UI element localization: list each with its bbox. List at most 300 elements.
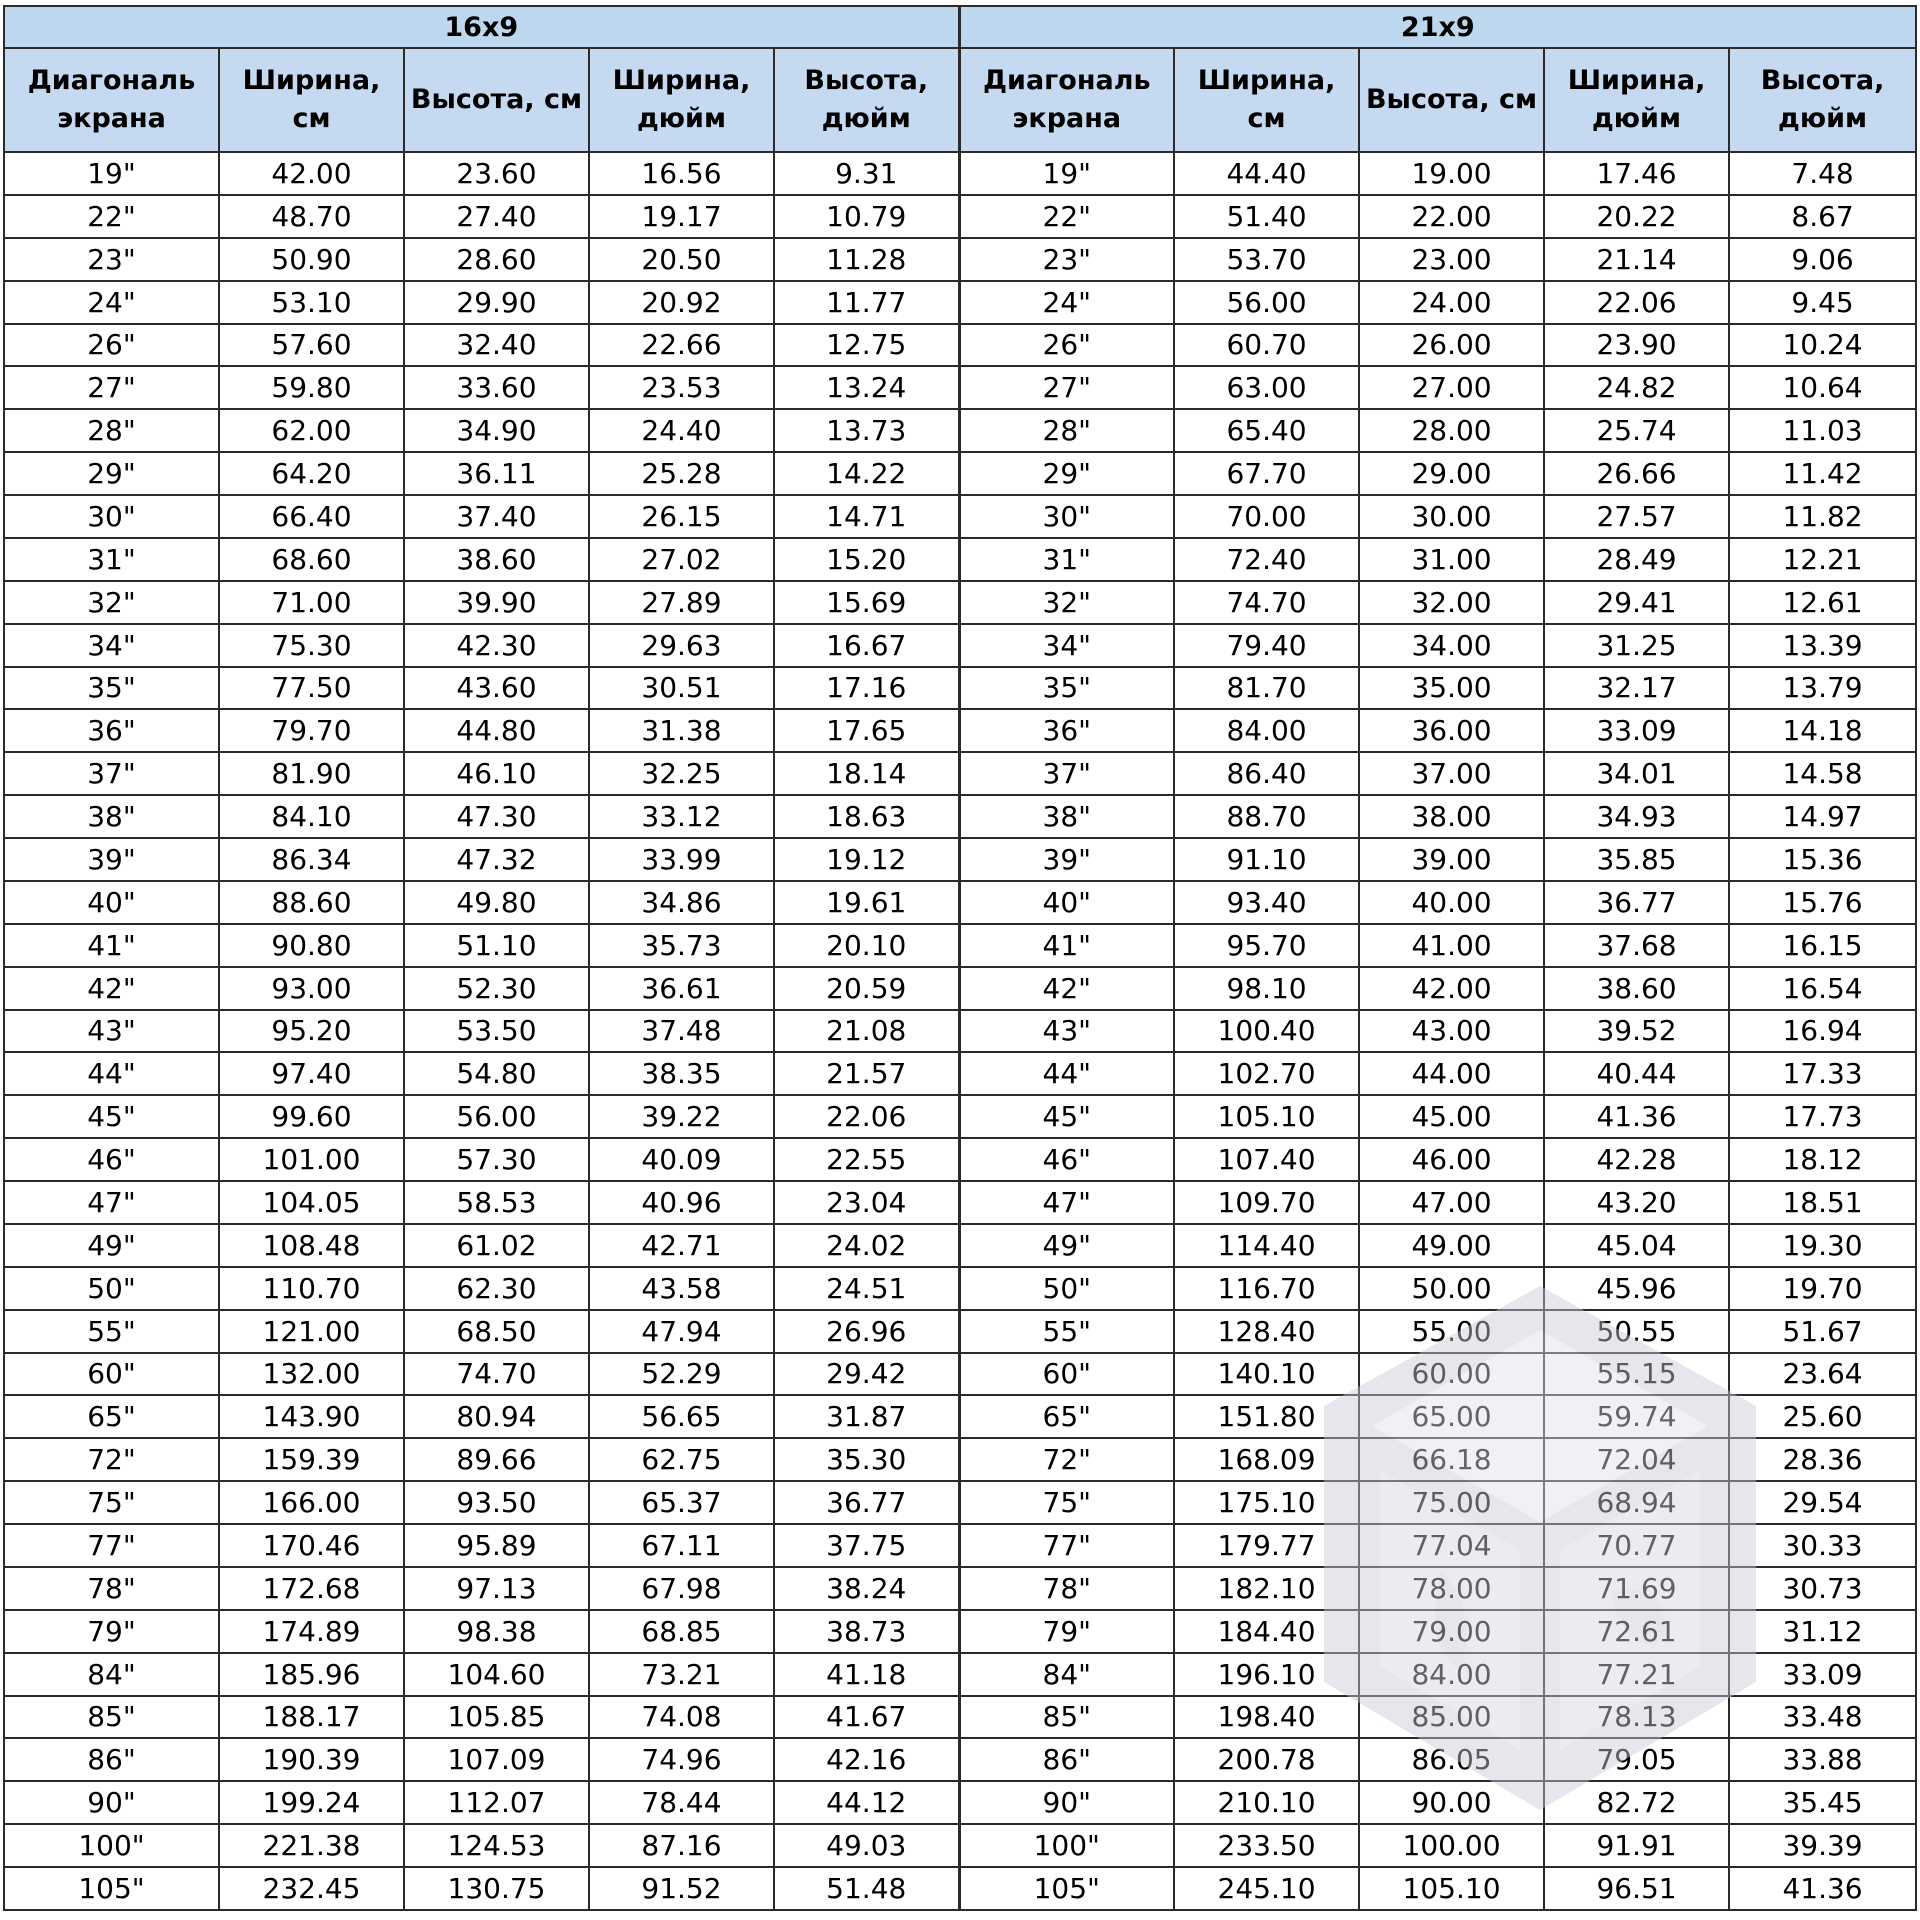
cell-21x9-height-inch: 16.15 <box>1729 924 1916 967</box>
cell-16x9-height-inch: 21.08 <box>774 1010 959 1053</box>
table-row <box>4 195 1916 238</box>
cell-21x9-width-inch: 29.41 <box>1544 581 1729 624</box>
cell-16x9-height-cm: 124.53 <box>404 1824 589 1867</box>
cell-16x9-diagonal: 42" <box>4 967 219 1010</box>
cell-16x9-diagonal: 40" <box>4 881 219 924</box>
cell-21x9-height-cm: 50.00 <box>1359 1267 1544 1310</box>
cell-16x9-height-cm: 97.13 <box>404 1567 589 1610</box>
cell-21x9-width-cm: 128.40 <box>1174 1310 1359 1353</box>
cell-16x9-height-cm: 37.40 <box>404 495 589 538</box>
cell-21x9-diagonal: 31" <box>959 538 1174 581</box>
cell-21x9-height-cm: 60.00 <box>1359 1353 1544 1396</box>
cell-16x9-width-cm: 81.90 <box>219 752 404 795</box>
cell-16x9-height-cm: 43.60 <box>404 667 589 710</box>
cell-21x9-height-cm: 40.00 <box>1359 881 1544 924</box>
cell-16x9-height-inch: 9.31 <box>774 152 959 195</box>
cell-16x9-height-cm: 98.38 <box>404 1610 589 1653</box>
cell-21x9-width-cm: 79.40 <box>1174 624 1359 667</box>
cell-21x9-width-inch: 39.52 <box>1544 1010 1729 1053</box>
cell-21x9-height-cm: 105.10 <box>1359 1867 1544 1910</box>
cell-16x9-diagonal: 100" <box>4 1824 219 1867</box>
cell-16x9-diagonal: 60" <box>4 1353 219 1396</box>
cell-16x9-diagonal: 45" <box>4 1095 219 1138</box>
table-row <box>4 881 1916 924</box>
cell-16x9-height-inch: 18.63 <box>774 795 959 838</box>
cell-21x9-diagonal: 75" <box>959 1481 1174 1524</box>
cell-16x9-width-cm: 75.30 <box>219 624 404 667</box>
table-row <box>4 1867 1916 1910</box>
cell-21x9-diagonal: 105" <box>959 1867 1174 1910</box>
cell-21x9-height-cm: 38.00 <box>1359 795 1544 838</box>
cell-21x9-height-cm: 66.18 <box>1359 1438 1544 1481</box>
table-row <box>4 452 1916 495</box>
cell-21x9-diagonal: 77" <box>959 1524 1174 1567</box>
cell-21x9-width-inch: 28.49 <box>1544 538 1729 581</box>
cell-21x9-diagonal: 34" <box>959 624 1174 667</box>
col-header-diagonal: Диагональ экрана <box>959 48 1174 152</box>
cell-21x9-width-inch: 72.04 <box>1544 1438 1729 1481</box>
cell-16x9-height-cm: 57.30 <box>404 1138 589 1181</box>
table-body <box>4 152 1916 1910</box>
cell-16x9-height-cm: 46.10 <box>404 752 589 795</box>
cell-21x9-diagonal: 44" <box>959 1052 1174 1095</box>
cell-16x9-diagonal: 19" <box>4 152 219 195</box>
cell-21x9-height-cm: 23.00 <box>1359 238 1544 281</box>
group-header-16x9: 16x9 <box>4 6 959 48</box>
cell-21x9-height-inch: 7.48 <box>1729 152 1916 195</box>
cell-16x9-diagonal: 26" <box>4 324 219 367</box>
cell-16x9-width-cm: 79.70 <box>219 709 404 752</box>
cell-16x9-height-inch: 21.57 <box>774 1052 959 1095</box>
cell-21x9-height-cm: 24.00 <box>1359 281 1544 324</box>
cell-21x9-diagonal: 22" <box>959 195 1174 238</box>
table-row <box>4 795 1916 838</box>
cell-16x9-diagonal: 72" <box>4 1438 219 1481</box>
cell-16x9-height-inch: 20.59 <box>774 967 959 1010</box>
cell-21x9-width-inch: 82.72 <box>1544 1781 1729 1824</box>
cell-21x9-height-cm: 35.00 <box>1359 667 1544 710</box>
cell-21x9-height-inch: 9.06 <box>1729 238 1916 281</box>
cell-21x9-height-inch: 35.45 <box>1729 1781 1916 1824</box>
cell-16x9-height-inch: 49.03 <box>774 1824 959 1867</box>
cell-21x9-height-cm: 36.00 <box>1359 709 1544 752</box>
cell-16x9-height-cm: 47.32 <box>404 838 589 881</box>
cell-16x9-height-cm: 27.40 <box>404 195 589 238</box>
cell-21x9-height-inch: 17.73 <box>1729 1095 1916 1138</box>
cell-16x9-width-cm: 143.90 <box>219 1395 404 1438</box>
cell-16x9-width-inch: 40.96 <box>589 1181 774 1224</box>
cell-21x9-width-cm: 93.40 <box>1174 881 1359 924</box>
cell-16x9-width-inch: 24.40 <box>589 409 774 452</box>
column-header-row <box>4 48 1916 152</box>
cell-16x9-width-inch: 67.98 <box>589 1567 774 1610</box>
cell-21x9-diagonal: 45" <box>959 1095 1174 1138</box>
cell-21x9-width-inch: 77.21 <box>1544 1653 1729 1696</box>
cell-21x9-width-cm: 70.00 <box>1174 495 1359 538</box>
cell-16x9-height-cm: 104.60 <box>404 1653 589 1696</box>
cell-16x9-width-cm: 97.40 <box>219 1052 404 1095</box>
cell-16x9-height-cm: 34.90 <box>404 409 589 452</box>
col-header-height-inch: Высота, дюйм <box>1729 48 1916 152</box>
cell-16x9-height-cm: 107.09 <box>404 1738 589 1781</box>
cell-21x9-height-inch: 12.21 <box>1729 538 1916 581</box>
cell-21x9-diagonal: 55" <box>959 1310 1174 1353</box>
cell-16x9-width-cm: 88.60 <box>219 881 404 924</box>
cell-21x9-width-inch: 34.01 <box>1544 752 1729 795</box>
table-row <box>4 1310 1916 1353</box>
cell-21x9-height-cm: 100.00 <box>1359 1824 1544 1867</box>
cell-16x9-height-cm: 36.11 <box>404 452 589 495</box>
cell-21x9-height-inch: 15.36 <box>1729 838 1916 881</box>
table-row <box>4 752 1916 795</box>
cell-16x9-height-cm: 42.30 <box>404 624 589 667</box>
cell-16x9-width-inch: 74.08 <box>589 1696 774 1739</box>
cell-21x9-diagonal: 29" <box>959 452 1174 495</box>
cell-16x9-width-inch: 22.66 <box>589 324 774 367</box>
cell-21x9-height-inch: 18.51 <box>1729 1181 1916 1224</box>
cell-21x9-height-cm: 42.00 <box>1359 967 1544 1010</box>
cell-16x9-diagonal: 39" <box>4 838 219 881</box>
cell-16x9-diagonal: 27" <box>4 366 219 409</box>
cell-16x9-diagonal: 34" <box>4 624 219 667</box>
cell-21x9-height-cm: 90.00 <box>1359 1781 1544 1824</box>
cell-21x9-height-cm: 47.00 <box>1359 1181 1544 1224</box>
cell-21x9-width-cm: 116.70 <box>1174 1267 1359 1310</box>
cell-16x9-width-cm: 104.05 <box>219 1181 404 1224</box>
cell-16x9-width-inch: 26.15 <box>589 495 774 538</box>
cell-21x9-width-cm: 51.40 <box>1174 195 1359 238</box>
cell-21x9-width-cm: 179.77 <box>1174 1524 1359 1567</box>
cell-16x9-height-inch: 15.69 <box>774 581 959 624</box>
cell-21x9-width-inch: 41.36 <box>1544 1095 1729 1138</box>
cell-16x9-width-inch: 62.75 <box>589 1438 774 1481</box>
cell-16x9-width-inch: 33.99 <box>589 838 774 881</box>
cell-21x9-height-inch: 11.82 <box>1729 495 1916 538</box>
cell-21x9-height-cm: 84.00 <box>1359 1653 1544 1696</box>
cell-16x9-width-inch: 32.25 <box>589 752 774 795</box>
cell-16x9-width-cm: 86.34 <box>219 838 404 881</box>
cell-21x9-width-inch: 79.05 <box>1544 1738 1729 1781</box>
cell-16x9-width-cm: 66.40 <box>219 495 404 538</box>
cell-16x9-width-cm: 190.39 <box>219 1738 404 1781</box>
cell-16x9-height-cm: 68.50 <box>404 1310 589 1353</box>
cell-21x9-width-inch: 35.85 <box>1544 838 1729 881</box>
cell-16x9-height-inch: 41.18 <box>774 1653 959 1696</box>
cell-21x9-height-cm: 79.00 <box>1359 1610 1544 1653</box>
cell-16x9-diagonal: 22" <box>4 195 219 238</box>
cell-16x9-width-inch: 78.44 <box>589 1781 774 1824</box>
cell-21x9-height-cm: 78.00 <box>1359 1567 1544 1610</box>
cell-21x9-height-inch: 19.30 <box>1729 1224 1916 1267</box>
cell-21x9-width-cm: 72.40 <box>1174 538 1359 581</box>
cell-16x9-height-cm: 51.10 <box>404 924 589 967</box>
cell-21x9-width-inch: 68.94 <box>1544 1481 1729 1524</box>
cell-21x9-width-cm: 105.10 <box>1174 1095 1359 1138</box>
cell-16x9-width-cm: 84.10 <box>219 795 404 838</box>
cell-21x9-height-inch: 14.97 <box>1729 795 1916 838</box>
cell-21x9-height-cm: 86.05 <box>1359 1738 1544 1781</box>
cell-16x9-width-inch: 25.28 <box>589 452 774 495</box>
cell-16x9-width-inch: 27.02 <box>589 538 774 581</box>
table-row <box>4 967 1916 1010</box>
cell-21x9-width-cm: 44.40 <box>1174 152 1359 195</box>
cell-21x9-width-inch: 23.90 <box>1544 324 1729 367</box>
cell-21x9-width-cm: 233.50 <box>1174 1824 1359 1867</box>
col-header-height-cm: Высота, см <box>1359 48 1544 152</box>
cell-16x9-width-inch: 87.16 <box>589 1824 774 1867</box>
cell-21x9-height-inch: 8.67 <box>1729 195 1916 238</box>
cell-21x9-width-inch: 71.69 <box>1544 1567 1729 1610</box>
cell-16x9-diagonal: 23" <box>4 238 219 281</box>
cell-16x9-width-cm: 99.60 <box>219 1095 404 1138</box>
cell-16x9-width-cm: 62.00 <box>219 409 404 452</box>
cell-16x9-width-inch: 40.09 <box>589 1138 774 1181</box>
cell-21x9-height-cm: 27.00 <box>1359 366 1544 409</box>
cell-16x9-width-inch: 34.86 <box>589 881 774 924</box>
table-row <box>4 1438 1916 1481</box>
cell-16x9-width-cm: 232.45 <box>219 1867 404 1910</box>
cell-21x9-width-inch: 70.77 <box>1544 1524 1729 1567</box>
cell-16x9-width-cm: 68.60 <box>219 538 404 581</box>
cell-21x9-width-inch: 78.13 <box>1544 1696 1729 1739</box>
col-header-width-inch: Ширина, дюйм <box>1544 48 1729 152</box>
cell-21x9-width-cm: 67.70 <box>1174 452 1359 495</box>
cell-16x9-width-cm: 199.24 <box>219 1781 404 1824</box>
cell-21x9-height-inch: 10.64 <box>1729 366 1916 409</box>
cell-16x9-height-inch: 26.96 <box>774 1310 959 1353</box>
cell-21x9-height-cm: 49.00 <box>1359 1224 1544 1267</box>
cell-21x9-diagonal: 35" <box>959 667 1174 710</box>
cell-16x9-width-cm: 110.70 <box>219 1267 404 1310</box>
cell-16x9-diagonal: 86" <box>4 1738 219 1781</box>
cell-21x9-width-cm: 88.70 <box>1174 795 1359 838</box>
cell-21x9-width-inch: 36.77 <box>1544 881 1729 924</box>
cell-21x9-width-inch: 22.06 <box>1544 281 1729 324</box>
cell-16x9-diagonal: 50" <box>4 1267 219 1310</box>
cell-16x9-height-cm: 47.30 <box>404 795 589 838</box>
col-header-height-inch: Высота, дюйм <box>774 48 959 152</box>
cell-21x9-height-cm: 45.00 <box>1359 1095 1544 1138</box>
table-row <box>4 1267 1916 1310</box>
cell-21x9-width-cm: 196.10 <box>1174 1653 1359 1696</box>
cell-21x9-height-inch: 13.79 <box>1729 667 1916 710</box>
cell-21x9-height-inch: 33.88 <box>1729 1738 1916 1781</box>
col-header-width-cm: Ширина, см <box>1174 48 1359 152</box>
cell-21x9-height-cm: 75.00 <box>1359 1481 1544 1524</box>
cell-16x9-width-inch: 27.89 <box>589 581 774 624</box>
cell-21x9-height-inch: 16.54 <box>1729 967 1916 1010</box>
cell-21x9-height-cm: 39.00 <box>1359 838 1544 881</box>
cell-21x9-width-cm: 86.40 <box>1174 752 1359 795</box>
table-row <box>4 1738 1916 1781</box>
cell-21x9-diagonal: 28" <box>959 409 1174 452</box>
table-row <box>4 709 1916 752</box>
cell-16x9-width-inch: 73.21 <box>589 1653 774 1696</box>
cell-21x9-diagonal: 78" <box>959 1567 1174 1610</box>
cell-21x9-width-cm: 95.70 <box>1174 924 1359 967</box>
cell-16x9-height-cm: 44.80 <box>404 709 589 752</box>
cell-21x9-width-inch: 32.17 <box>1544 667 1729 710</box>
cell-16x9-width-inch: 65.37 <box>589 1481 774 1524</box>
cell-21x9-height-inch: 17.33 <box>1729 1052 1916 1095</box>
cell-21x9-diagonal: 50" <box>959 1267 1174 1310</box>
cell-16x9-diagonal: 105" <box>4 1867 219 1910</box>
cell-16x9-width-cm: 53.10 <box>219 281 404 324</box>
cell-16x9-width-inch: 91.52 <box>589 1867 774 1910</box>
cell-16x9-width-inch: 29.63 <box>589 624 774 667</box>
cell-16x9-diagonal: 31" <box>4 538 219 581</box>
cell-16x9-height-cm: 58.53 <box>404 1181 589 1224</box>
cell-16x9-diagonal: 29" <box>4 452 219 495</box>
cell-16x9-width-inch: 20.92 <box>589 281 774 324</box>
table-row <box>4 1610 1916 1653</box>
cell-21x9-diagonal: 49" <box>959 1224 1174 1267</box>
cell-16x9-height-inch: 17.65 <box>774 709 959 752</box>
cell-21x9-width-inch: 42.28 <box>1544 1138 1729 1181</box>
cell-21x9-height-inch: 14.18 <box>1729 709 1916 752</box>
cell-16x9-diagonal: 47" <box>4 1181 219 1224</box>
cell-16x9-height-cm: 39.90 <box>404 581 589 624</box>
col-header-diagonal: Диагональ экрана <box>4 48 219 152</box>
cell-16x9-width-cm: 90.80 <box>219 924 404 967</box>
cell-16x9-height-inch: 19.12 <box>774 838 959 881</box>
cell-16x9-width-inch: 36.61 <box>589 967 774 1010</box>
cell-16x9-width-cm: 159.39 <box>219 1438 404 1481</box>
cell-16x9-height-inch: 42.16 <box>774 1738 959 1781</box>
cell-21x9-height-inch: 11.03 <box>1729 409 1916 452</box>
cell-16x9-height-cm: 95.89 <box>404 1524 589 1567</box>
cell-16x9-diagonal: 38" <box>4 795 219 838</box>
cell-21x9-diagonal: 23" <box>959 238 1174 281</box>
cell-16x9-height-inch: 38.73 <box>774 1610 959 1653</box>
cell-21x9-diagonal: 41" <box>959 924 1174 967</box>
cell-21x9-width-inch: 45.04 <box>1544 1224 1729 1267</box>
cell-21x9-diagonal: 46" <box>959 1138 1174 1181</box>
table-row <box>4 1395 1916 1438</box>
cell-16x9-height-cm: 52.30 <box>404 967 589 1010</box>
cell-21x9-diagonal: 90" <box>959 1781 1174 1824</box>
cell-21x9-height-cm: 55.00 <box>1359 1310 1544 1353</box>
table-row <box>4 366 1916 409</box>
cell-21x9-height-inch: 19.70 <box>1729 1267 1916 1310</box>
cell-21x9-diagonal: 40" <box>959 881 1174 924</box>
cell-16x9-width-cm: 64.20 <box>219 452 404 495</box>
cell-16x9-height-inch: 13.24 <box>774 366 959 409</box>
table-row <box>4 152 1916 195</box>
cell-16x9-diagonal: 46" <box>4 1138 219 1181</box>
cell-16x9-width-cm: 93.00 <box>219 967 404 1010</box>
cell-21x9-width-cm: 53.70 <box>1174 238 1359 281</box>
cell-21x9-height-inch: 18.12 <box>1729 1138 1916 1181</box>
table-row <box>4 495 1916 538</box>
cell-16x9-diagonal: 28" <box>4 409 219 452</box>
cell-21x9-width-inch: 26.66 <box>1544 452 1729 495</box>
cell-16x9-height-cm: 89.66 <box>404 1438 589 1481</box>
cell-16x9-height-inch: 15.20 <box>774 538 959 581</box>
cell-21x9-diagonal: 79" <box>959 1610 1174 1653</box>
cell-21x9-height-inch: 30.33 <box>1729 1524 1916 1567</box>
table-row <box>4 1181 1916 1224</box>
cell-21x9-height-cm: 29.00 <box>1359 452 1544 495</box>
cell-21x9-diagonal: 100" <box>959 1824 1174 1867</box>
cell-16x9-width-inch: 33.12 <box>589 795 774 838</box>
cell-16x9-width-cm: 108.48 <box>219 1224 404 1267</box>
cell-21x9-height-cm: 37.00 <box>1359 752 1544 795</box>
cell-16x9-width-inch: 74.96 <box>589 1738 774 1781</box>
cell-16x9-diagonal: 35" <box>4 667 219 710</box>
cell-21x9-diagonal: 19" <box>959 152 1174 195</box>
cell-16x9-width-cm: 48.70 <box>219 195 404 238</box>
cell-16x9-height-inch: 14.71 <box>774 495 959 538</box>
cell-16x9-height-inch: 14.22 <box>774 452 959 495</box>
screen-size-table <box>3 5 1917 1911</box>
cell-16x9-diagonal: 90" <box>4 1781 219 1824</box>
cell-21x9-diagonal: 47" <box>959 1181 1174 1224</box>
cell-21x9-height-inch: 13.39 <box>1729 624 1916 667</box>
cell-16x9-width-cm: 185.96 <box>219 1653 404 1696</box>
cell-21x9-width-inch: 45.96 <box>1544 1267 1729 1310</box>
cell-21x9-height-inch: 33.48 <box>1729 1696 1916 1739</box>
table-row <box>4 409 1916 452</box>
cell-21x9-height-inch: 11.42 <box>1729 452 1916 495</box>
cell-16x9-height-inch: 22.55 <box>774 1138 959 1181</box>
cell-16x9-height-inch: 35.30 <box>774 1438 959 1481</box>
cell-21x9-diagonal: 36" <box>959 709 1174 752</box>
cell-16x9-diagonal: 41" <box>4 924 219 967</box>
cell-16x9-height-inch: 44.12 <box>774 1781 959 1824</box>
cell-16x9-width-inch: 38.35 <box>589 1052 774 1095</box>
cell-16x9-height-inch: 19.61 <box>774 881 959 924</box>
cell-16x9-width-inch: 37.48 <box>589 1010 774 1053</box>
cell-16x9-height-inch: 37.75 <box>774 1524 959 1567</box>
cell-21x9-height-inch: 15.76 <box>1729 881 1916 924</box>
cell-16x9-width-cm: 170.46 <box>219 1524 404 1567</box>
cell-16x9-height-inch: 20.10 <box>774 924 959 967</box>
cell-21x9-height-inch: 31.12 <box>1729 1610 1916 1653</box>
table-row <box>4 624 1916 667</box>
cell-21x9-diagonal: 65" <box>959 1395 1174 1438</box>
cell-21x9-height-inch: 16.94 <box>1729 1010 1916 1053</box>
cell-16x9-width-cm: 166.00 <box>219 1481 404 1524</box>
cell-16x9-height-inch: 51.48 <box>774 1867 959 1910</box>
cell-16x9-height-cm: 29.90 <box>404 281 589 324</box>
cell-16x9-width-cm: 77.50 <box>219 667 404 710</box>
cell-21x9-width-cm: 81.70 <box>1174 667 1359 710</box>
cell-21x9-width-cm: 91.10 <box>1174 838 1359 881</box>
cell-16x9-diagonal: 24" <box>4 281 219 324</box>
cell-16x9-width-cm: 132.00 <box>219 1353 404 1396</box>
cell-16x9-diagonal: 75" <box>4 1481 219 1524</box>
cell-16x9-height-cm: 130.75 <box>404 1867 589 1910</box>
cell-21x9-height-inch: 30.73 <box>1729 1567 1916 1610</box>
cell-21x9-diagonal: 86" <box>959 1738 1174 1781</box>
cell-21x9-width-cm: 182.10 <box>1174 1567 1359 1610</box>
cell-16x9-width-inch: 52.29 <box>589 1353 774 1396</box>
cell-21x9-width-cm: 60.70 <box>1174 324 1359 367</box>
cell-16x9-diagonal: 84" <box>4 1653 219 1696</box>
cell-16x9-width-inch: 43.58 <box>589 1267 774 1310</box>
cell-16x9-height-cm: 28.60 <box>404 238 589 281</box>
cell-16x9-width-cm: 95.20 <box>219 1010 404 1053</box>
cell-16x9-height-cm: 54.80 <box>404 1052 589 1095</box>
cell-21x9-height-cm: 41.00 <box>1359 924 1544 967</box>
cell-16x9-height-cm: 38.60 <box>404 538 589 581</box>
cell-16x9-width-inch: 16.56 <box>589 152 774 195</box>
cell-16x9-width-cm: 101.00 <box>219 1138 404 1181</box>
cell-21x9-height-cm: 30.00 <box>1359 495 1544 538</box>
cell-21x9-width-cm: 245.10 <box>1174 1867 1359 1910</box>
cell-16x9-height-inch: 24.02 <box>774 1224 959 1267</box>
